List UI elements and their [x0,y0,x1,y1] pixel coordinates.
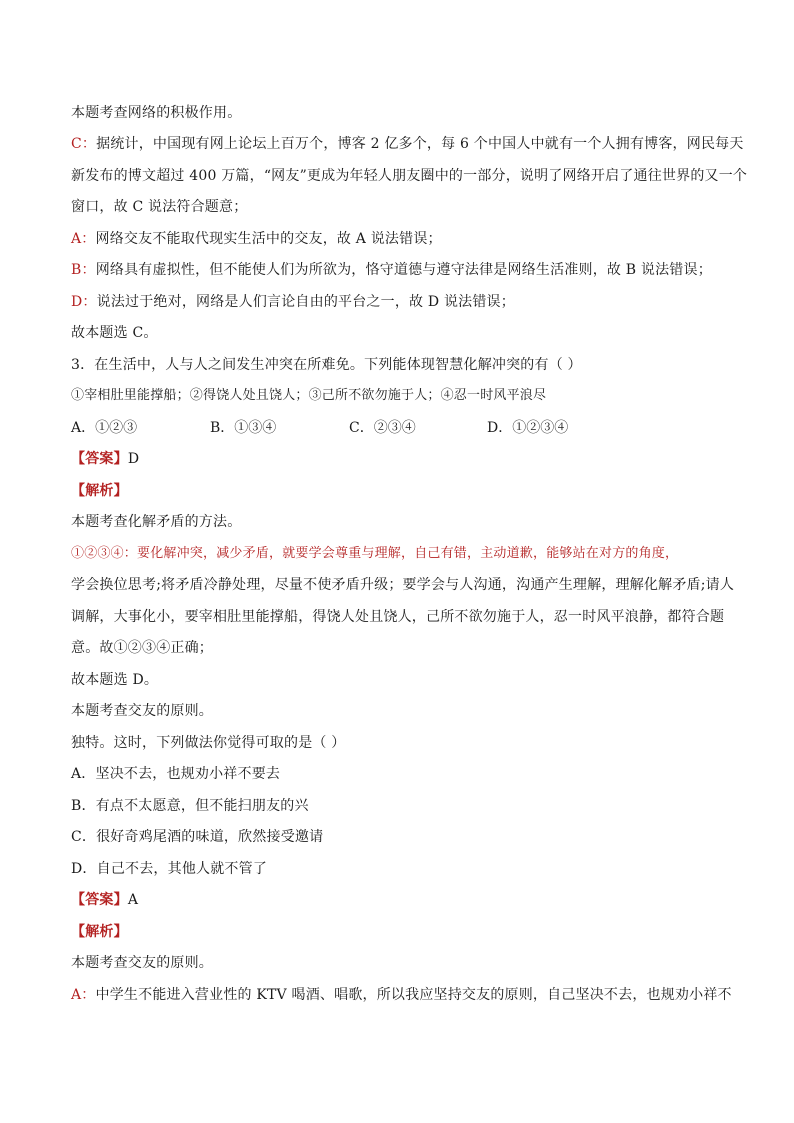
paragraph-line [71,985,732,1005]
paragraph-line [71,670,158,690]
question-3-stem [71,355,582,375]
option-label: C： [71,136,97,152]
line-text: 网络具有虚拟性，但不能使人们为所欲为，恪守道德与遵守法律是网络生活准则，故 B 说法错误； [95,262,712,278]
line-text: 本题考查交友的原则。 [71,703,213,719]
paragraph-line [71,229,442,249]
q4-option-a [71,764,280,784]
line-text: A．坚决不去，也规劝小祥不要去 [71,766,281,782]
analysis-label: 【解析】 [71,483,128,499]
paragraph-line [71,638,213,658]
line-text: 本题考查交友的原则。 [71,955,213,971]
line-text: 说法过于绝对，网络是人们言论自由的平台之一，故 D 说法错误； [96,294,515,310]
line-text: D．自己不去，其他人就不管了 [71,861,268,877]
q3-option-d: D．①②③④ [487,420,569,436]
q3-option-a: A．①②③ [71,420,138,436]
paragraph-line [71,607,724,627]
option-label: A： [71,987,96,1003]
q4-answer [71,890,138,910]
paragraph-line [71,134,744,154]
paragraph-line [71,512,241,532]
line-text: 据统计，中国现有网上论坛上百万个，博客 2 亿多个，每 6 个中国人中就有一个人拥有博客，网民每天 [96,136,744,152]
line-text: 本题考查网络的积极作用。 [71,105,242,121]
line-text: ①②③④：要化解冲突，减少矛盾，就要学会尊重与理解，自己有错，主动道歉，能够站在对方的角度， [71,546,679,561]
line-text: 本题考查化解矛盾的方法。 [71,514,242,530]
q4-option-b [71,796,309,816]
line-text: 故本题选 D。 [71,672,159,688]
answer-label: 【答案】 [71,451,128,467]
line-text: 调解，大事化小，要宰相肚里能撑船，得饶人处且饶人，己所不欲勿施于人，忍一时风平浪静，都符合题 [71,609,725,625]
line-text: B．有点不太愿意，但不能扫朋友的兴 [71,798,309,814]
line-text: 意。故①②③④正确； [71,640,213,656]
q3-answer [71,449,139,469]
q3-option-b: B．①③④ [210,420,277,436]
line-text: 窗口，故 C 说法符合题意； [71,199,248,215]
q3-analysis-heading [71,481,128,501]
line-text: 新发布的博文超过 400 万篇，“网友”更成为年轻人朋友圈中的一部分，说明了网络开启了通往世界的又一个 [71,168,748,184]
answer-value: D [127,451,140,467]
q4-option-d [71,859,267,879]
option-label: A： [71,231,96,247]
paragraph-line [71,260,712,280]
question-3-items [71,386,546,406]
line-text: 学会换位思考;将矛盾冷静处理，尽量不使矛盾升级；要学会与人沟通，沟通产生理解，理解化解矛盾;请人 [71,577,735,593]
answer-label: 【答案】 [71,892,128,908]
line-text: 网络交友不能取代现实生活中的交友，故 A 说法错误； [95,231,442,247]
q4-option-c [71,827,323,847]
paragraph-line [71,953,213,973]
paragraph-line [71,323,158,343]
paragraph-line [71,197,247,217]
paragraph-line [71,166,747,186]
line-text: 中学生不能进入营业性的 KTV 喝酒、唱歌，所以我应坚持交友的原则，自己坚决不去，也规劝小祥不 [95,987,732,1003]
paragraph-line [71,292,515,312]
option-label: D： [71,294,97,310]
analysis-label: 【解析】 [71,924,128,940]
q3-option-c: C．②③④ [349,420,416,436]
question-4-stem [71,701,213,721]
paragraph-line [71,103,241,123]
option-label: B： [71,262,96,278]
question-4-stem [71,733,345,753]
paragraph-line [71,575,734,595]
paragraph-line [71,544,678,564]
line-text: 3．在生活中，人与人之间发生冲突在所难免。下列能体现智慧化解冲突的有（ ） [71,357,582,373]
q4-analysis-heading [71,922,128,942]
answer-value: A [127,892,139,908]
line-text: 故本题选 C。 [71,325,158,341]
line-text: C．很好奇鸡尾酒的味道，欣然接受邀请 [71,829,324,845]
line-text: 独特。这时，下列做法你觉得可取的是（ ） [71,735,346,751]
line-text: ①宰相肚里能撑船；②得饶人处且饶人；③己所不欲勿施于人；④忍一时风平浪尽 [71,388,547,403]
